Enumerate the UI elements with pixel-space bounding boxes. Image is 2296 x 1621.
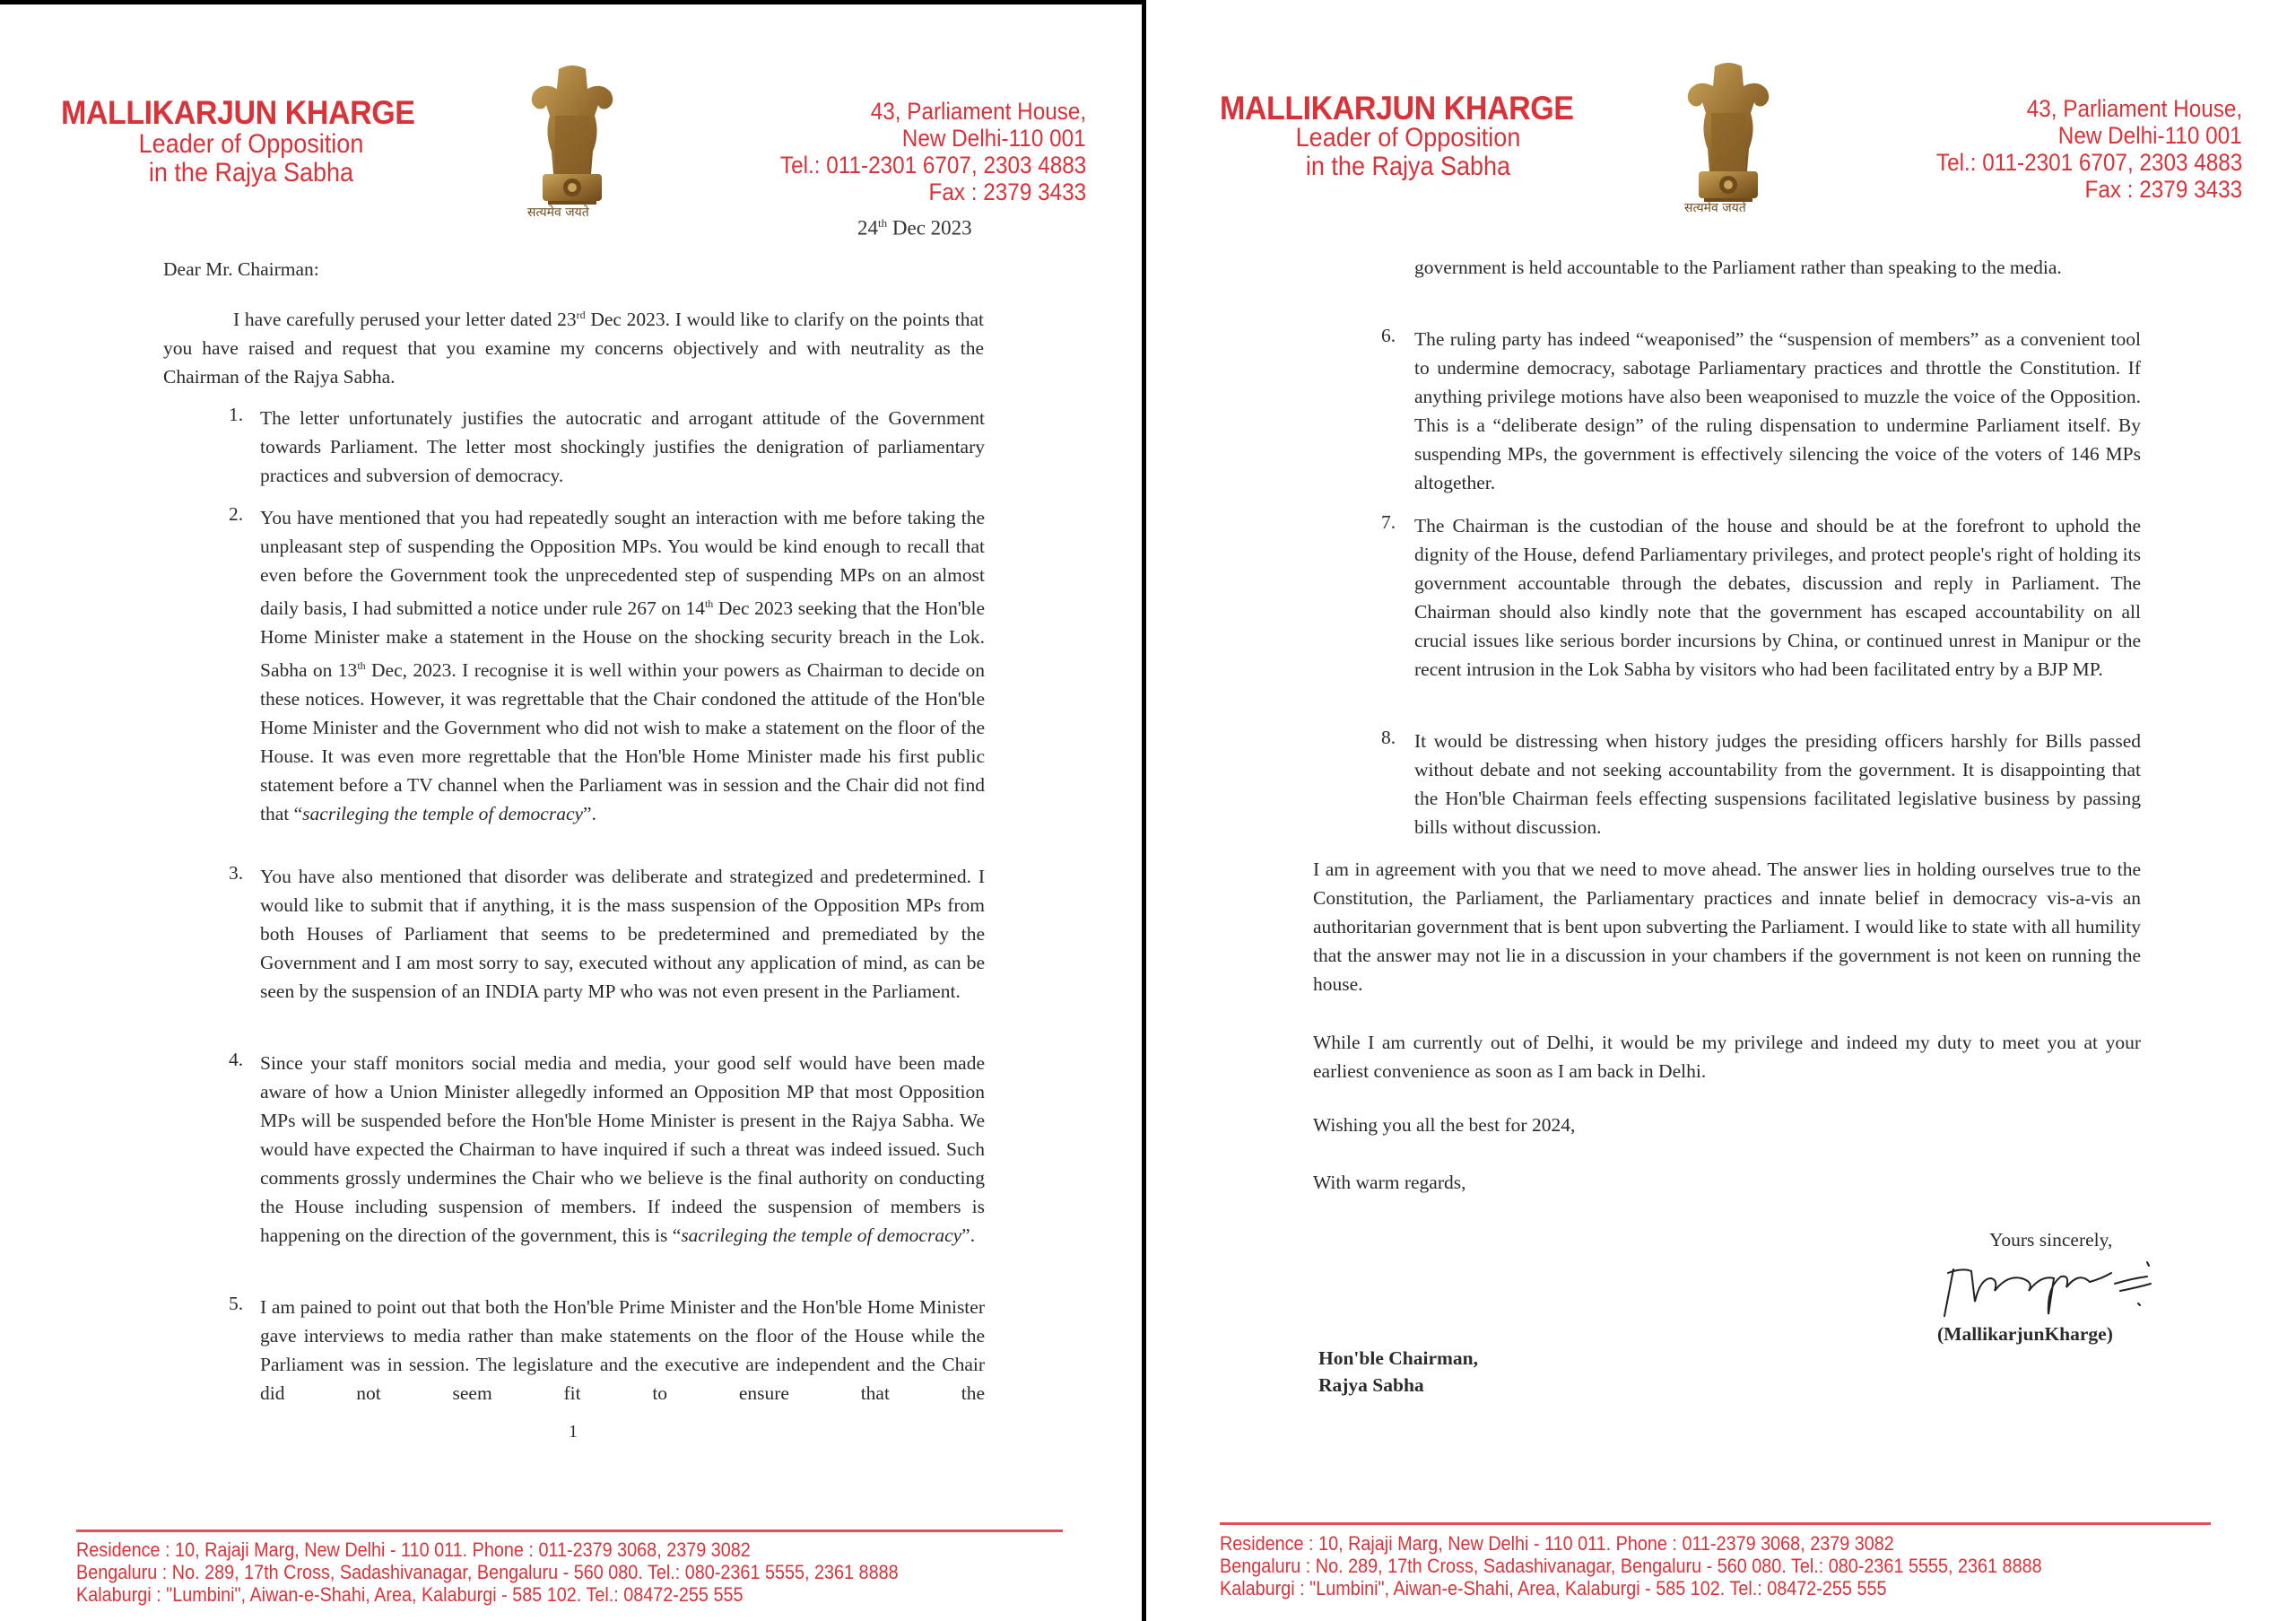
list-item-text: I am pained to point out that both the Hon'ble Prime Minister and the Hon'ble Home Minister gave interviews to media rather than make statements on the floor of the House while the Parliament was in session. The legislature and the executive are independent and the Chair did not seem fit to ensure that the [260, 1296, 985, 1404]
meeting-paragraph [1313, 1028, 2141, 1085]
date-suffix: th [878, 216, 888, 230]
date-day: 24 [857, 216, 878, 240]
letter-page-2 [1146, 0, 2296, 1621]
address-fax: Fax : 2379 3433 [928, 179, 1086, 205]
letterhead-title-line2: in the Rajya Sabha [148, 158, 354, 187]
list-item-1 [260, 404, 985, 490]
footer-rule [76, 1529, 1063, 1532]
address-line1: 43, Parliament House, [2026, 95, 2242, 122]
addressee-line1: Hon'ble Chairman, [1318, 1347, 1478, 1369]
list-item-text: ”. [961, 1224, 976, 1246]
footer-rule [1220, 1522, 2211, 1525]
list-item-3 [260, 862, 985, 1006]
footer-kalaburgi: Kalaburgi : "Lumbini", Aiwan-e-Shahi, Area, Kalaburgi - 585 102. Tel.: 08472-255 555 [76, 1583, 744, 1606]
address-fax: Fax : 2379 3433 [2084, 176, 2242, 203]
intro-sup: rd [576, 309, 586, 321]
state-emblem-icon [523, 62, 622, 223]
emblem-motto: सत्यमेव जयते [1684, 201, 1746, 215]
letterhead-title-line1: Leader of Opposition [138, 129, 364, 159]
list-item-text: The Chairman is the custodian of the house and should be at the forefront to uphold the dignity of the House, defend Parliamentary privileges, and protect people's right of holding its government accountable through the debates, discussion and reply in Parliament. The Chairman should also kindly note that the government has escaped accountability on all crucial issues like serious border incursions by China, or continued unrest in Manipur or the recent intrusion in the Lok Sabha by visitors who had been facilitated entry by a BJP MP. [1414, 515, 2141, 680]
signature-icon [1935, 1251, 2205, 1323]
item-number: 5. [229, 1293, 244, 1314]
list-item-text: It would be distressing when history judges the presiding officers harshly for Bills passed without debate and not seeking accountability from the government. It is disappointing that the Hon'ble Chairman feels effecting suspensions facilitated legislative business by passing bills without discussion. [1414, 730, 2141, 838]
item-number: 2. [229, 503, 244, 525]
item-number: 3. [229, 862, 244, 884]
addressee-line2: Rajya Sabha [1318, 1374, 1424, 1396]
paragraph-text: I am in agreement with you that we need to move ahead. The answer lies in holding ourselves true to the Constitution, the Parliament, the Parliamentary practices and innate belief in democracy vis-a-vis an authoritarian government that is bent upon subverting the Parliament. I would like to state with all humility that the answer may not lie in a discussion in your chambers if the government is not keen on running the house. [1313, 858, 2141, 995]
list-item-text: The ruling party has indeed “weaponised” the “suspension of members” as a convenient tool to undermine democracy, sabotage Parliamentary practices and throttle the Constitution. If anything privilege motions have also been weaponised to muzzle the voice of the Opposition. This is a “deliberate design” of the ruling dispensation to undermine Parliament itself. By suspending MPs, the government is effectively silencing the voice of the voters of 146 MPs altogether. [1414, 328, 2141, 493]
letterhead-title-line2: in the Rajya Sabha [1305, 152, 1511, 181]
intro-paragraph [163, 301, 984, 391]
address-line2: New Delhi-110 001 [902, 125, 1086, 152]
italic-quote: sacrileging the temple of democracy [302, 803, 584, 825]
sup: th [704, 597, 714, 610]
list-item-8 [1414, 727, 2141, 841]
item-5-continuation [1414, 253, 2141, 282]
list-item-text: Since your staff monitors social media and media, your good self would have been made aware of how a Union Minister allegedly informed an Opposition MP that most Opposition MPs will be suspended before the Hon'ble Home Minister is present in the Rajya Sabha. We would have expected the Chairman to have inquired if such a threat was indeed issued. Such comments grossly undermines the Chair who we believe is the final authority on conducting the House including suspension of members. If indeed the suspension of members is happening on the direction of the government, this is “ [260, 1052, 985, 1246]
list-item-text: Dec, 2023. I recognise it is well within your powers as Chairman to decide on these notices. However, it was regrettable that the Chair condoned the attitude of the Hon'ble Home Minister and the Government who did not wish to make a statement on the floor of the House. It was even more regrettable that the Hon'ble Home Minister made his first public statement before a TV channel when the Parliament was in session and the Chair did not find that “ [260, 659, 985, 825]
list-item-2 [260, 503, 985, 828]
signatory-name: (MallikarjunKharge) [1937, 1323, 2113, 1345]
list-item-5 [260, 1293, 985, 1407]
salutation: Dear Mr. Chairman: [163, 258, 319, 280]
italic-quote: sacrileging the temple of democracy [681, 1224, 962, 1246]
footer-kalaburgi: Kalaburgi : "Lumbini", Aiwan-e-Shahi, Area, Kalaburgi - 585 102. Tel.: 08472-255 555 [1220, 1577, 1887, 1599]
list-item-text: government is held accountable to the Parliament rather than speaking to the media. [1414, 257, 2062, 278]
yours-sincerely: Yours sincerely, [1989, 1229, 2113, 1251]
address-line1: 43, Parliament House, [870, 98, 1086, 125]
item-number: 7. [1381, 511, 1396, 533]
item-number: 6. [1381, 325, 1396, 346]
footer-bengaluru: Bengaluru : No. 289, 17th Cross, Sadashivanagar, Bengaluru - 560 080. Tel.: 080-2361 5555, 2361 8888 [1220, 1555, 2042, 1577]
address-tel: Tel.: 011-2301 6707, 2303 4883 [1935, 149, 2242, 176]
list-item-4 [260, 1049, 985, 1250]
paragraph-text: While I am currently out of Delhi, it would be my privilege and indeed my duty to meet you at your earliest convenience as soon as I am back in Delhi. [1313, 1032, 2141, 1082]
list-item-text: The letter unfortunately justifies the autocratic and arrogant attitude of the Government towards Parliament. The letter most shockingly justifies the denigration of parliamentary practices and subversion of democracy. [260, 407, 985, 486]
list-item-7 [1414, 511, 2141, 684]
address-line2: New Delhi-110 001 [2058, 122, 2242, 149]
letter-date [857, 216, 972, 240]
list-item-text: Dec 2023 seeking that the Hon'ble Home Minister make a statement in the House on the shocking security breach in the Lok. Sabha on 13 [260, 597, 986, 682]
item-number: 1. [229, 404, 244, 425]
sup: th [357, 659, 366, 673]
item-number: 8. [1381, 727, 1396, 748]
letterhead-name: MALLIKARJUN KHARGE [1220, 90, 1574, 126]
letterhead-name: MALLIKARJUN KHARGE [61, 94, 415, 131]
intro-text: I have carefully perused your letter dated 23 [233, 309, 577, 331]
date-month-year: Dec 2023 [887, 216, 972, 240]
list-item-text: You have mentioned that you had repeatedly sought an interaction with me before taking the unpleasant step of suspending the Opposition MPs. You would be kind enough to recall that even before the Government took the unprecedented step of suspending MPs on an almost daily basis, I had submitted a notice under rule 267 on 14 [260, 507, 985, 620]
emblem-motto: सत्यमेव जयते [527, 205, 589, 220]
letterhead-title-line1: Leader of Opposition [1295, 123, 1521, 153]
list-item-6 [1414, 325, 2141, 497]
state-emblem-icon [1679, 59, 1778, 221]
agreement-paragraph [1313, 855, 2141, 998]
footer-residence: Residence : 10, Rajaji Marg, New Delhi - 110 011. Phone : 011-2379 3068, 2379 3082 [76, 1538, 751, 1561]
footer-bengaluru: Bengaluru : No. 289, 17th Cross, Sadashivanagar, Bengaluru - 560 080. Tel.: 080-2361 5555, 2361 8888 [76, 1561, 899, 1583]
regards-line: With warm regards, [1313, 1172, 1466, 1193]
item-number: 4. [229, 1049, 244, 1070]
list-item-text: ”. [583, 803, 596, 825]
intro-text-cont: Dec 2023. I would like to clarify on the points that you have raised and request that you examine my concerns objectively and with neutrality as the Chairman of the Rajya Sabha. [163, 309, 984, 388]
footer-residence: Residence : 10, Rajaji Marg, New Delhi - 110 011. Phone : 011-2379 3068, 2379 3082 [1220, 1532, 1894, 1555]
address-tel: Tel.: 011-2301 6707, 2303 4883 [779, 152, 1086, 179]
list-item-text: You have also mentioned that disorder was deliberate and strategized and predetermined. I would like to submit that if anything, it is the mass suspension of the Opposition MPs from both Houses of Parliament that seems to be predetermined and premediated by the Government and I am most sorry to say, executed without any application of mind, as can be seen by the suspension of an INDIA party MP who was not even present in the Parliament. [260, 866, 985, 1002]
letter-page-1 [0, 0, 1142, 1621]
page-number: 1 [569, 1422, 578, 1442]
wishes-line: Wishing you all the best for 2024, [1313, 1114, 1576, 1136]
